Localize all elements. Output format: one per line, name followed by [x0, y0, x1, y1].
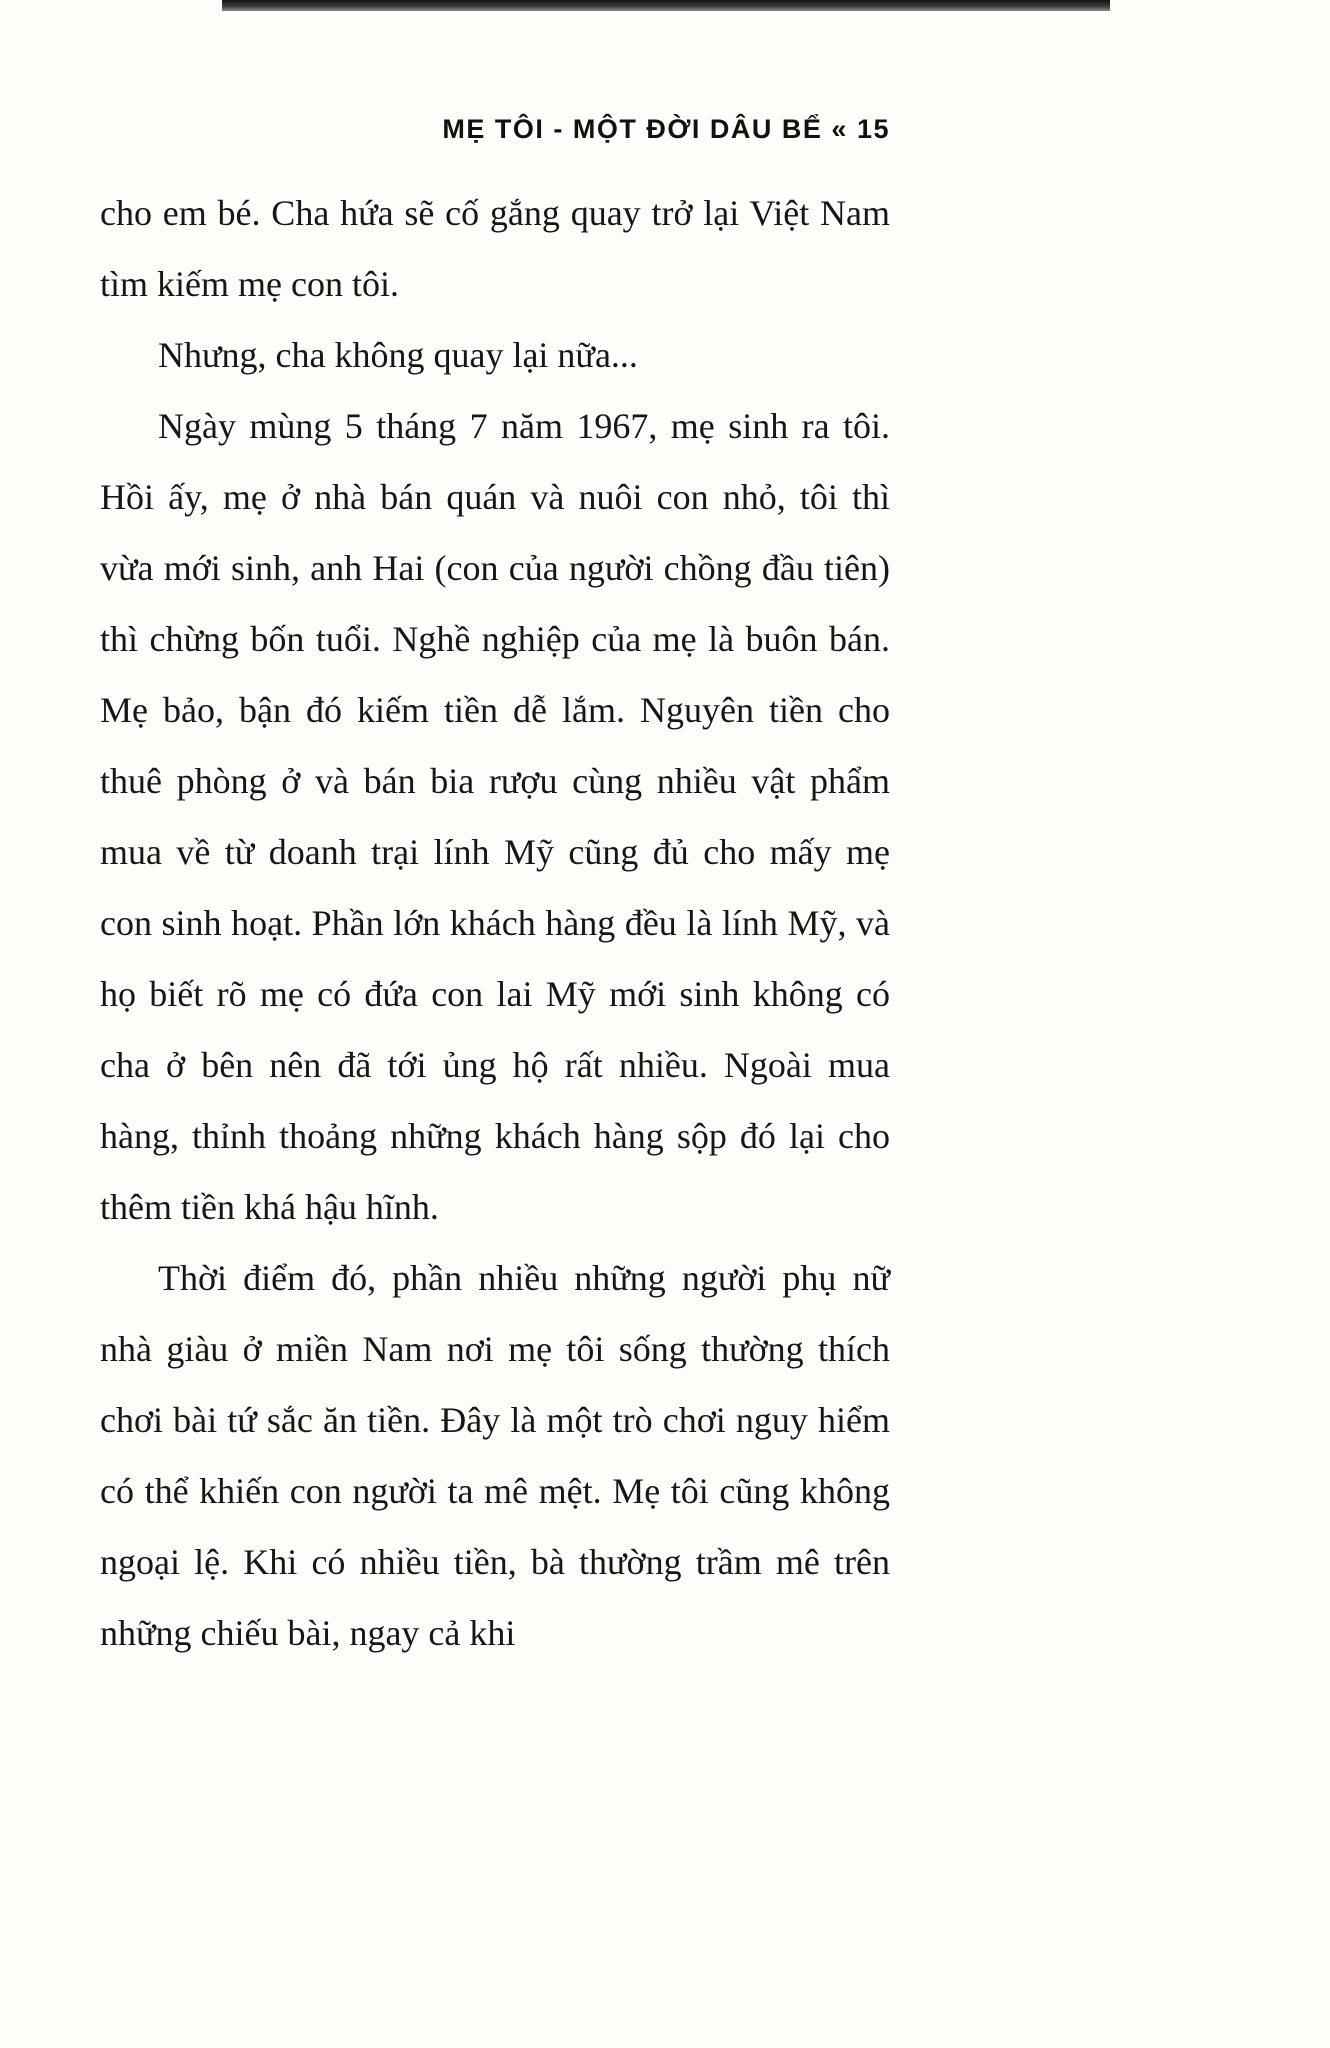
- running-header: [100, 114, 890, 145]
- page-number: 15: [856, 114, 890, 144]
- paragraph: Nhưng, cha không quay lại nữa...: [158, 335, 638, 375]
- running-header-separator: «: [831, 114, 848, 144]
- running-header-title: MẸ TÔI - MỘT ĐỜI DÂU BỂ: [442, 114, 823, 144]
- paragraph: cho em bé. Cha hứa sẽ cố gắng quay trở lại Việt Nam tìm kiếm mẹ con tôi.: [100, 193, 890, 304]
- paragraph: Thời điểm đó, phần nhiều những người phụ nữ nhà giàu ở miền Nam nơi mẹ tôi sống thường thích chơi bài tứ sắc ăn tiền. Đây là một trò chơi nguy hiểm có thể khiến con người ta mê mệt. Mẹ tôi cũng không ngoại lệ. Khi có nhiều tiền, bà thường trầm mê trên những chiếu bài, ngay cả khi: [100, 1258, 890, 1653]
- page-body: [100, 178, 890, 1669]
- paragraph: Ngày mùng 5 tháng 7 năm 1967, mẹ sinh ra tôi. Hồi ấy, mẹ ở nhà bán quán và nuôi con nhỏ, tôi thì vừa mới sinh, anh Hai (con của người chồng đầu tiên) thì chừng bốn tuổi. Nghề nghiệp của mẹ là buôn bán. Mẹ bảo, bận đó kiếm tiền dễ lắm. Nguyên tiền cho thuê phòng ở và bán bia rượu cùng nhiều vật phẩm mua về từ doanh trại lính Mỹ cũng đủ cho mấy mẹ con sinh hoạt. Phần lớn khách hàng đều là lính Mỹ, và họ biết rõ mẹ có đứa con lai Mỹ mới sinh không có cha ở bên nên đã tới ủng hộ rất nhiều. Ngoài mua hàng, thỉnh thoảng những khách hàng sộp đó lại cho thêm tiền khá hậu hĩnh.: [100, 406, 890, 1227]
- scan-edge-artifact: [222, 0, 1110, 11]
